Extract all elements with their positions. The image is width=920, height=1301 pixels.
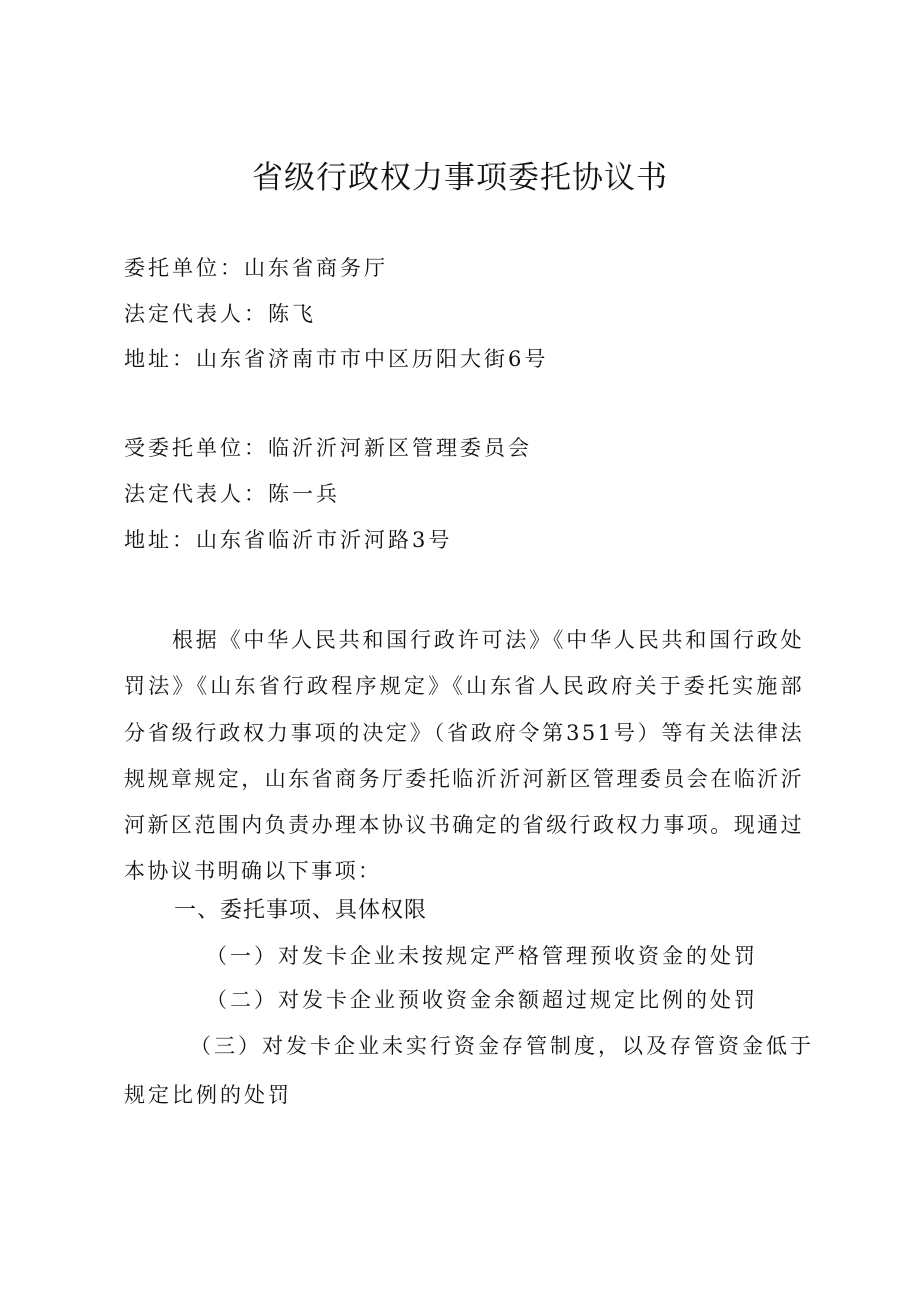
preamble-paragraph: 根据《中华人民共和国行政许可法》《中华人民共和国行政处罚法》《山东省行政程序规定》《山东省人民政府关于委托实施部分省级行政权力事项的决定》（省政府令第351号）等有关法律法规规章规定，山东省商务厅委托临沂沂河新区管理委员会在临沂沂河新区范围内负责办理本协议书确定的省级行政权力事项。现通过本协议书明确以下事项： (124, 628, 804, 884)
list-item-continuation: 规定比例的处罚 (124, 1083, 292, 1107)
list-item: （二）对发卡企业预收资金余额超过规定比例的处罚 (206, 988, 758, 1012)
document-title: 省级行政权力事项委托协议书 (252, 160, 668, 196)
principal-unit: 委托单位：山东省商务厅 (124, 256, 388, 280)
section-heading: 一、委托事项、具体权限 (174, 898, 428, 923)
list-item: （三）对发卡企业未实行资金存管制度，以及存管资金低于 (190, 1034, 814, 1058)
agent-address: 地址：山东省临沂市沂河路3号 (124, 528, 453, 552)
principal-representative: 法定代表人：陈飞 (124, 302, 316, 326)
principal-address: 地址：山东省济南市市中区历阳大街6号 (124, 347, 549, 371)
agent-unit: 受委托单位：临沂沂河新区管理委员会 (124, 436, 532, 460)
agent-representative: 法定代表人：陈一兵 (124, 482, 340, 506)
list-item: （一）对发卡企业未按规定严格管理预收资金的处罚 (206, 944, 758, 968)
